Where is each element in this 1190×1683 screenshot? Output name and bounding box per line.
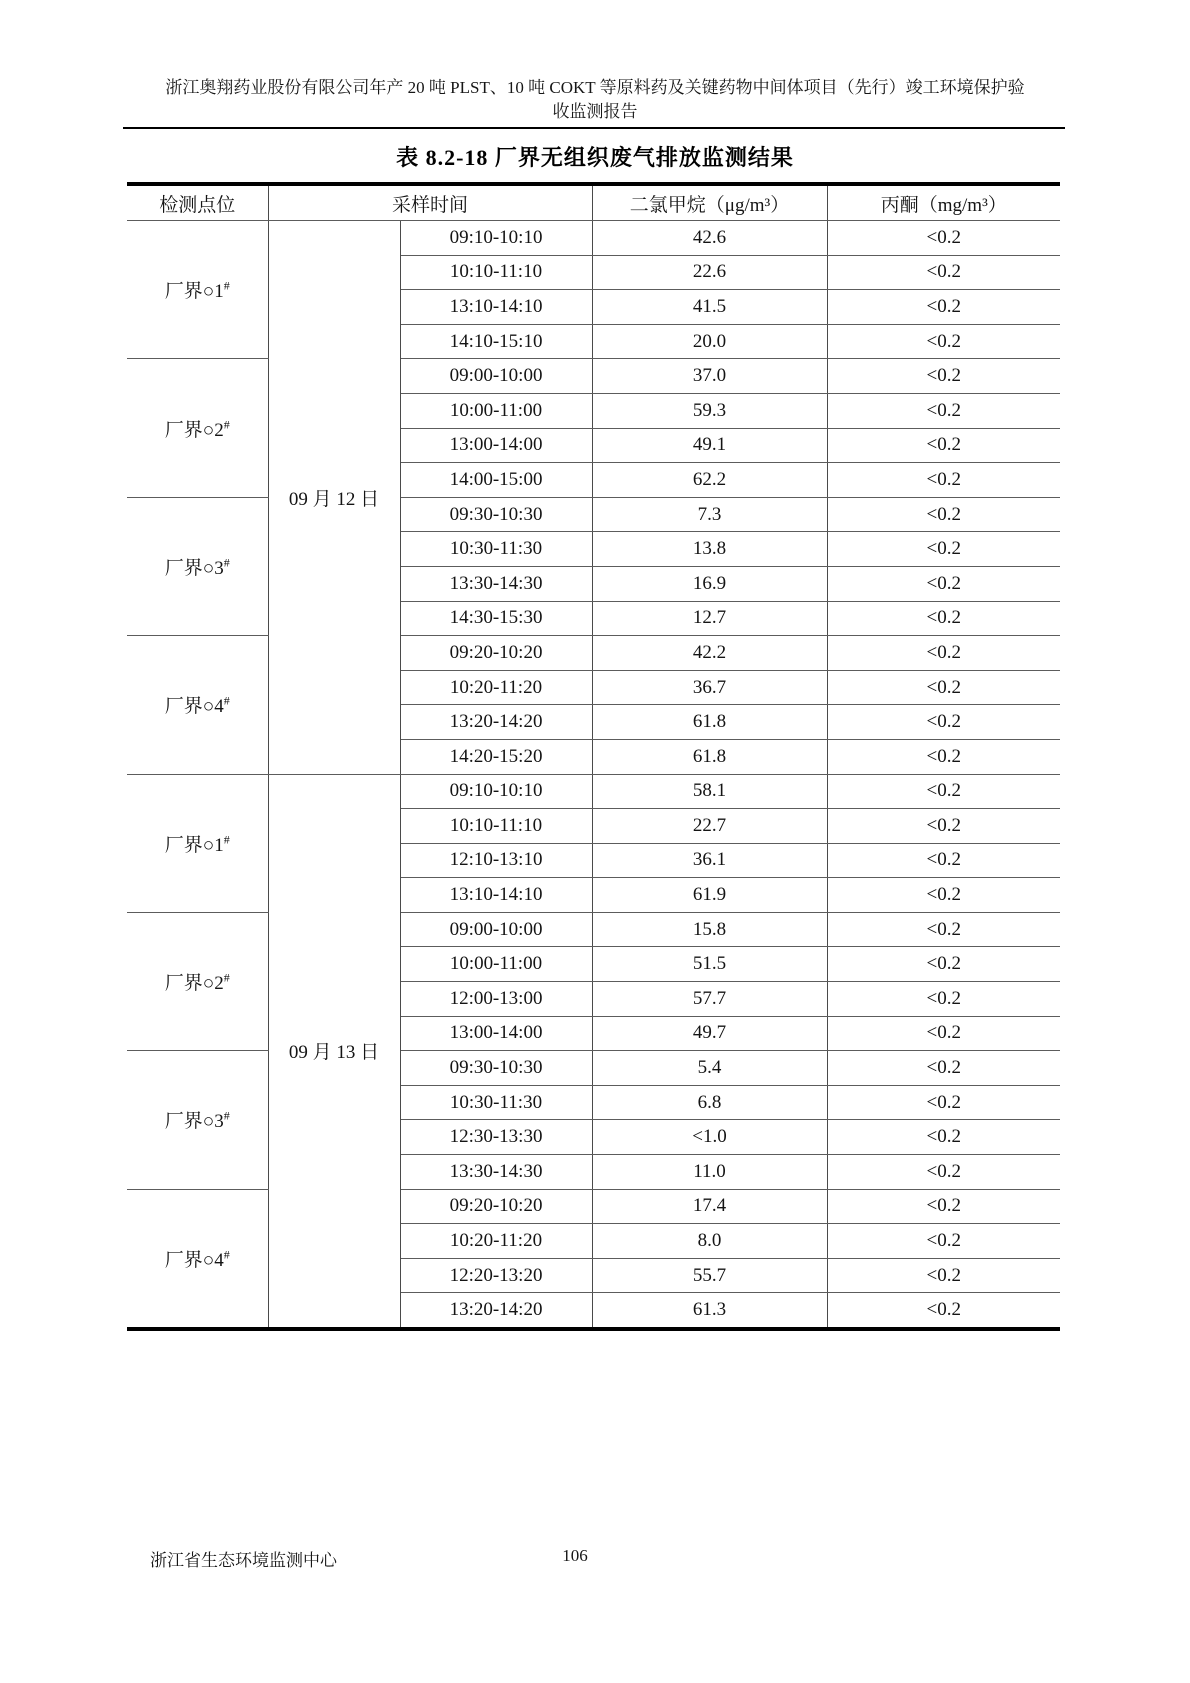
time-cell: 10:00-11:00	[400, 947, 592, 982]
acetone-value-cell: <0.2	[827, 463, 1060, 498]
time-cell: 13:10-14:10	[400, 878, 592, 913]
time-cell: 14:30-15:30	[400, 601, 592, 636]
dcm-value-cell: 7.3	[592, 497, 827, 532]
monitoring-point-cell: 厂界○3#	[127, 497, 268, 635]
time-cell: 12:00-13:00	[400, 982, 592, 1017]
acetone-value-cell: <0.2	[827, 947, 1060, 982]
acetone-value-cell: <0.2	[827, 1258, 1060, 1293]
time-cell: 10:30-11:30	[400, 532, 592, 567]
time-cell: 12:30-13:30	[400, 1120, 592, 1155]
table-row	[127, 359, 1060, 394]
dcm-value-cell: 37.0	[592, 359, 827, 394]
monitoring-point-cell: 厂界○2#	[127, 359, 268, 497]
acetone-value-cell: <0.2	[827, 982, 1060, 1017]
dcm-value-cell: 49.7	[592, 1016, 827, 1051]
dcm-value-cell: 61.3	[592, 1293, 827, 1329]
time-cell: 09:30-10:30	[400, 1051, 592, 1086]
dcm-value-cell: 61.8	[592, 705, 827, 740]
header-divider	[123, 127, 1065, 129]
time-cell: 13:00-14:00	[400, 1016, 592, 1051]
acetone-value-cell: <0.2	[827, 566, 1060, 601]
table-row	[127, 774, 1060, 809]
monitoring-point-cell: 厂界○1#	[127, 221, 268, 359]
time-cell: 13:30-14:30	[400, 566, 592, 601]
acetone-value-cell: <0.2	[827, 428, 1060, 463]
dcm-value-cell: 22.6	[592, 255, 827, 290]
document-header	[115, 76, 1075, 124]
acetone-value-cell: <0.2	[827, 843, 1060, 878]
dcm-value-cell: 41.5	[592, 290, 827, 325]
footer-organization: 浙江省生态环境监测中心	[150, 1551, 337, 1570]
time-cell: 14:20-15:20	[400, 739, 592, 774]
dcm-value-cell: <1.0	[592, 1120, 827, 1155]
dcm-value-cell: 49.1	[592, 428, 827, 463]
acetone-value-cell: <0.2	[827, 1085, 1060, 1120]
time-cell: 13:20-14:20	[400, 1293, 592, 1329]
acetone-value-cell: <0.2	[827, 324, 1060, 359]
table-row	[127, 221, 1060, 256]
table-row	[127, 912, 1060, 947]
dcm-value-cell: 12.7	[592, 601, 827, 636]
dcm-value-cell: 13.8	[592, 532, 827, 567]
acetone-value-cell: <0.2	[827, 1293, 1060, 1329]
time-cell: 14:00-15:00	[400, 463, 592, 498]
monitoring-point-cell: 厂界○1#	[127, 774, 268, 912]
acetone-value-cell: <0.2	[827, 739, 1060, 774]
dcm-value-cell: 58.1	[592, 774, 827, 809]
time-cell: 10:00-11:00	[400, 393, 592, 428]
column-header-sampling-time: 采样时间	[268, 184, 592, 221]
dcm-value-cell: 8.0	[592, 1224, 827, 1259]
time-cell: 10:20-11:20	[400, 670, 592, 705]
monitoring-point-cell: 厂界○4#	[127, 636, 268, 774]
time-cell: 09:00-10:00	[400, 359, 592, 394]
dcm-value-cell: 61.9	[592, 878, 827, 913]
dcm-value-cell: 51.5	[592, 947, 827, 982]
time-cell: 09:20-10:20	[400, 1189, 592, 1224]
acetone-value-cell: <0.2	[827, 601, 1060, 636]
table-row	[127, 497, 1060, 532]
time-cell: 12:20-13:20	[400, 1258, 592, 1293]
table-row	[127, 636, 1060, 671]
time-cell: 12:10-13:10	[400, 843, 592, 878]
dcm-value-cell: 16.9	[592, 566, 827, 601]
table-header-row	[127, 184, 1060, 221]
monitoring-point-cell: 厂界○3#	[127, 1051, 268, 1189]
time-cell: 10:20-11:20	[400, 1224, 592, 1259]
acetone-value-cell: <0.2	[827, 809, 1060, 844]
acetone-value-cell: <0.2	[827, 1224, 1060, 1259]
acetone-value-cell: <0.2	[827, 878, 1060, 913]
time-cell: 13:10-14:10	[400, 290, 592, 325]
document-header-line2: 收监测报告	[552, 102, 638, 121]
table-body	[127, 221, 1060, 1330]
time-cell: 10:30-11:30	[400, 1085, 592, 1120]
time-cell: 14:10-15:10	[400, 324, 592, 359]
table-row	[127, 1189, 1060, 1224]
dcm-value-cell: 55.7	[592, 1258, 827, 1293]
time-cell: 10:10-11:10	[400, 255, 592, 290]
acetone-value-cell: <0.2	[827, 636, 1060, 671]
sampling-date-cell: 09 月 13 日	[268, 774, 400, 1329]
time-cell: 09:00-10:00	[400, 912, 592, 947]
dcm-value-cell: 42.6	[592, 221, 827, 256]
time-cell: 13:20-14:20	[400, 705, 592, 740]
acetone-value-cell: <0.2	[827, 532, 1060, 567]
dcm-value-cell: 59.3	[592, 393, 827, 428]
column-header-dcm: 二氯甲烷（μg/m³）	[592, 184, 827, 221]
monitoring-point-cell: 厂界○4#	[127, 1189, 268, 1329]
acetone-value-cell: <0.2	[827, 497, 1060, 532]
column-header-acetone: 丙酮（mg/m³）	[827, 184, 1060, 221]
time-cell: 13:30-14:30	[400, 1155, 592, 1190]
time-cell: 09:30-10:30	[400, 497, 592, 532]
document-header-line1: 浙江奥翔药业股份有限公司年产 20 吨 PLST、10 吨 COKT 等原料药及关键药物中间体项目（先行）竣工环境保护验	[165, 78, 1025, 97]
acetone-value-cell: <0.2	[827, 255, 1060, 290]
monitoring-point-cell: 厂界○2#	[127, 912, 268, 1050]
page-number: 106	[562, 1546, 588, 1565]
dcm-value-cell: 57.7	[592, 982, 827, 1017]
monitoring-table	[127, 182, 1060, 1331]
acetone-value-cell: <0.2	[827, 1189, 1060, 1224]
time-cell: 09:10-10:10	[400, 221, 592, 256]
acetone-value-cell: <0.2	[827, 912, 1060, 947]
acetone-value-cell: <0.2	[827, 393, 1060, 428]
dcm-value-cell: 20.0	[592, 324, 827, 359]
acetone-value-cell: <0.2	[827, 1051, 1060, 1086]
acetone-value-cell: <0.2	[827, 1120, 1060, 1155]
dcm-value-cell: 22.7	[592, 809, 827, 844]
dcm-value-cell: 17.4	[592, 1189, 827, 1224]
dcm-value-cell: 36.7	[592, 670, 827, 705]
acetone-value-cell: <0.2	[827, 670, 1060, 705]
dcm-value-cell: 61.8	[592, 739, 827, 774]
table-title: 表 8.2-18 厂界无组织废气排放监测结果	[396, 145, 794, 170]
acetone-value-cell: <0.2	[827, 290, 1060, 325]
acetone-value-cell: <0.2	[827, 774, 1060, 809]
dcm-value-cell: 15.8	[592, 912, 827, 947]
dcm-value-cell: 36.1	[592, 843, 827, 878]
acetone-value-cell: <0.2	[827, 705, 1060, 740]
time-cell: 10:10-11:10	[400, 809, 592, 844]
dcm-value-cell: 5.4	[592, 1051, 827, 1086]
time-cell: 09:10-10:10	[400, 774, 592, 809]
time-cell: 13:00-14:00	[400, 428, 592, 463]
column-header-point: 检测点位	[127, 184, 268, 221]
dcm-value-cell: 6.8	[592, 1085, 827, 1120]
acetone-value-cell: <0.2	[827, 1016, 1060, 1051]
acetone-value-cell: <0.2	[827, 221, 1060, 256]
sampling-date-cell: 09 月 12 日	[268, 221, 400, 775]
dcm-value-cell: 42.2	[592, 636, 827, 671]
time-cell: 09:20-10:20	[400, 636, 592, 671]
acetone-value-cell: <0.2	[827, 359, 1060, 394]
dcm-value-cell: 62.2	[592, 463, 827, 498]
table-row	[127, 1051, 1060, 1086]
acetone-value-cell: <0.2	[827, 1155, 1060, 1190]
dcm-value-cell: 11.0	[592, 1155, 827, 1190]
